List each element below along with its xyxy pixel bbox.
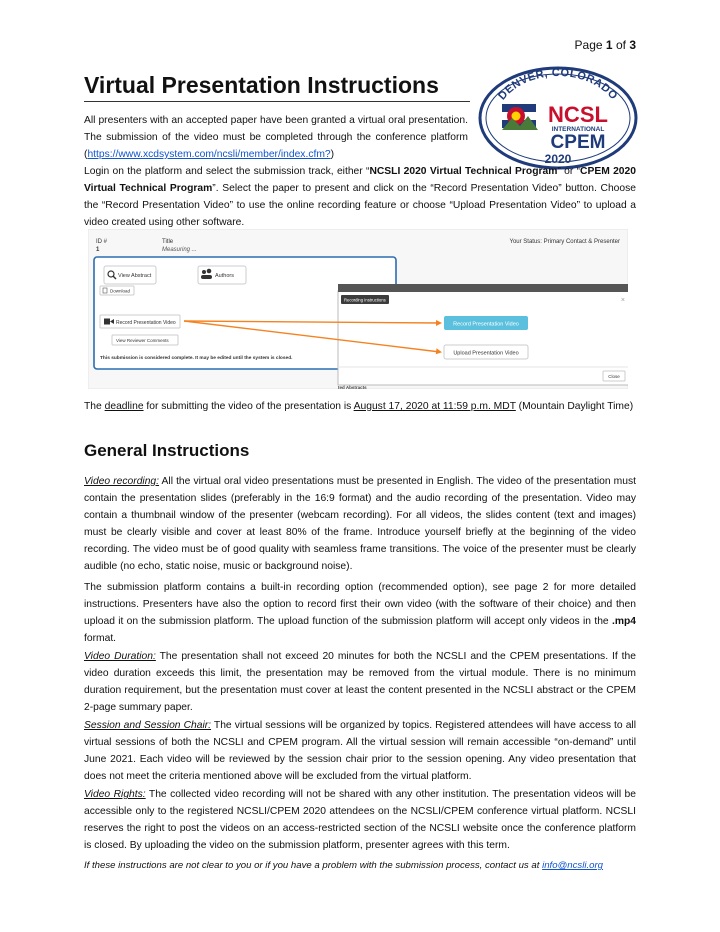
svg-text:Close: Close — [608, 374, 620, 379]
section-video-duration: Video Duration: The presentation shall not exceed 20 minutes for both the NCSLI and the CPEM presentations. If the video duration exceeds this limit, the presentation may be removed from the virtual module. There is no minimum duration requirement, but the presentation must cover at least the content presented in the NCSLI abstract or the CPEM 2-page summary paper. — [84, 651, 636, 713]
document-title: Virtual Presentation Instructions — [84, 72, 439, 98]
svg-text:Upload Presentation Video: Upload Presentation Video — [453, 350, 519, 357]
logo-cpem-text: CPEM — [550, 132, 606, 153]
svg-text:Authors: Authors — [215, 273, 234, 279]
title-underline — [84, 101, 470, 102]
platform-screenshot — [88, 229, 628, 389]
intro-paragraph-1: All presenters with an accepted paper have been granted a virtual oral presentation. The submission of the video must be completed through the conference platform (https://www.xcdsystem.com/ncsli/member/index.cfm?) — [84, 115, 468, 160]
logo-year-text: 2020 — [544, 152, 572, 166]
shot-title-label: Title — [162, 239, 174, 245]
shot-status: Your Status: Primary Contact & Presenter — [509, 239, 620, 245]
footer-contact: If these instructions are not clear to you or if you have a problem with the submission process, contact us at info@ncsli.org — [84, 860, 604, 871]
logo-ncsl-text: NCSL — [548, 102, 608, 127]
svg-text:View Abstract: View Abstract — [118, 273, 152, 279]
svg-text:View Reviewer Comments: View Reviewer Comments — [116, 338, 169, 343]
section-video-recording: Video recording: All the virtual oral video presentations must be presented in English. The video of the presentation must contain the presentation slides (preferably in the 16:9 format) and the audio recording of the presentation. Video may contain a thumbnail window of the presenter (webcam recording). For all videos, the slides content (text and images) must be clearly visible and cover at least 80% of the frame. Introduce yourself briefly at the beginning of the video recording. The video must be of good quality with seamless frame transitions. The voice of the presenter must be clearly audible (no echo, static noise, music or background noise). — [84, 476, 636, 572]
contact-email-link[interactable]: info@ncsli.org — [542, 860, 604, 871]
shot-complete-note: This submission is considered complete. It may be edited until the system is closed. — [100, 356, 293, 361]
shot-id-value: 1 — [96, 247, 100, 253]
section-session-chair: Session and Session Chair: The virtual sessions will be organized by topics. Registered attendees will have access to all virtual sessions of both the NCSLI and CPEM program. All the virtual session will remain accessible “on-demand” until June 2021. Each video will be reviewed by the session chair prior to the session opening. Any video presentation that does not meet the criteria mentioned above will be excluded from the virtual platform. — [84, 720, 636, 782]
deadline-paragraph: The deadline for submitting the video of the presentation is August 17, 2020 at 11:59 p.m. MDT (Mountain Daylight Time) — [84, 401, 634, 412]
svg-text:Record Presentation Video: Record Presentation Video — [453, 321, 519, 328]
shot-id-label: ID # — [96, 239, 108, 245]
shot-bottom-text: ted Abstracts — [338, 385, 367, 389]
svg-text:Download: Download — [110, 288, 131, 294]
shot-title-value: Measuring ... — [162, 247, 197, 253]
page-number: Page 1 of 3 — [574, 38, 636, 52]
video-camera-icon — [104, 319, 110, 325]
platform-link[interactable]: https://www.xcdsystem.com/ncsli/member/index.cfm? — [87, 149, 331, 160]
svg-text:Recording Instructions: Recording Instructions — [344, 297, 386, 303]
intro-paragraph-2: Login on the platform and select the submission track, either “NCSLI 2020 Virtual Technical Program” or “CPEM 2020 Virtual Technical Program”. Select the paper to present and click on the “Record Presentation Video” button. Choose the “Record Presentation Video” to use the online recording feature or choose “Upload Presentation Video” to upload a video created using other software. — [84, 166, 636, 228]
section-video-rights: Video Rights: The collected video recording will not be shared with any other institution. The presentation videos will be accessible only to the registered NCSLI/CPEM 2020 attendees on the NCSLI/CPEM conference virtual platform. NCSLI reserves the right to post the videos on an access-restricted section of the NCSLI website once the conference platform is closed. By uploading the video on the submission platform, presenter agrees with this term. — [84, 789, 637, 851]
conference-logo — [478, 66, 638, 170]
colorado-flag-emblem — [502, 104, 538, 130]
svg-text:Record Presentation Video: Record Presentation Video — [116, 320, 176, 326]
logo-location-text: DENVER, COLORADO — [496, 66, 620, 103]
section-submission-platform: The submission platform contains a built-in recording option (recommended option), see page 2 for more detailed instructions. Presenters have also the option to record first their own video (with the software of their choice) and then upload it on the submission platform. The upload function of the submission platform will accept only videos in the .mp4 format. — [84, 582, 636, 644]
shot-recording-modal — [338, 291, 628, 385]
logo-international-text: INTERNATIONAL — [551, 126, 605, 133]
general-instructions-heading: General Instructions — [84, 441, 250, 460]
shot-modal-close-x[interactable]: × — [620, 297, 625, 304]
